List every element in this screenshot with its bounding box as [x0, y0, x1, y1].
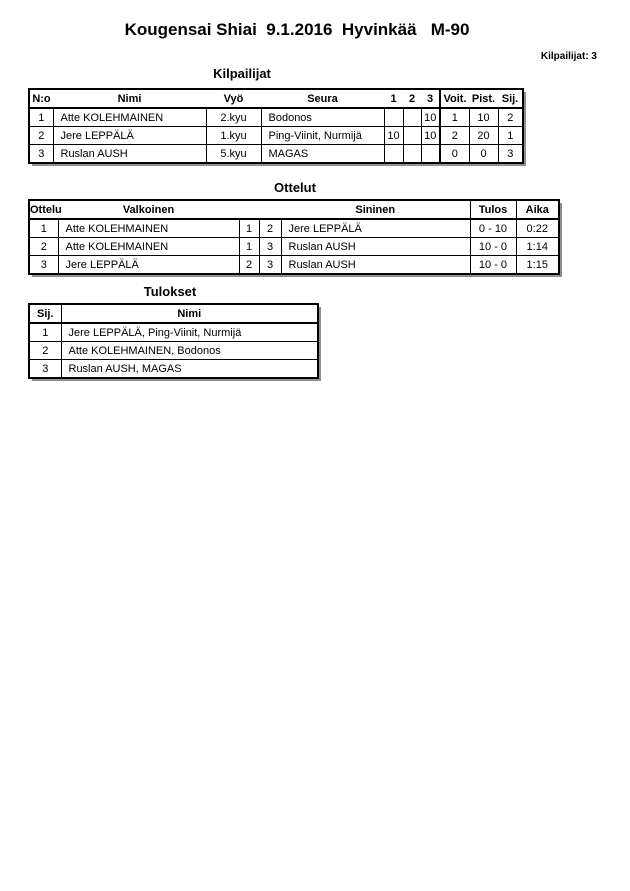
column-header-blue-no [259, 200, 281, 219]
cell-nimi: Atte KOLEHMAINEN, Bodonos [61, 342, 318, 360]
section-heading-tulokset: Tulokset [143, 284, 197, 299]
column-header-no: N:o [29, 89, 53, 108]
cell-aika: 0:22 [516, 219, 559, 238]
column-header-tulos: Tulos [470, 200, 516, 219]
table-row [29, 323, 318, 342]
table-row [29, 238, 559, 256]
cell-nimi: Jere LEPPÄLÄ [53, 127, 206, 145]
participants-count: Kilpailijat: 3 [540, 51, 597, 62]
cell-score-3 [421, 145, 440, 164]
cell-pist: 10 [469, 108, 498, 127]
cell-valkoinen: Jere LEPPÄLÄ [58, 256, 239, 275]
table-row [29, 145, 523, 164]
cell-score-3: 10 [421, 108, 440, 127]
cell-valkoinen: Atte KOLEHMAINEN [58, 238, 239, 256]
cell-seura: Ping-Viinit, Nurmijä [261, 127, 384, 145]
cell-white-no: 1 [239, 238, 259, 256]
cell-blue-no: 2 [259, 219, 281, 238]
column-header-sininen: Sininen [281, 200, 470, 219]
cell-nimi: Atte KOLEHMAINEN [53, 108, 206, 127]
column-header-2: 2 [403, 89, 421, 108]
cell-nimi: Ruslan AUSH [53, 145, 206, 164]
column-header-valkoinen: Valkoinen [58, 200, 239, 219]
column-header-sij: Sij. [498, 89, 523, 108]
cell-score-1 [384, 108, 403, 127]
cell-sij: 3 [498, 145, 523, 164]
column-header-nimi: Nimi [53, 89, 206, 108]
cell-sij: 2 [498, 108, 523, 127]
column-header-voit: Voit. [440, 89, 469, 108]
section-heading-ottelut: Ottelut [274, 180, 316, 195]
cell-score-1: 10 [384, 127, 403, 145]
cell-aika: 1:15 [516, 256, 559, 275]
competitors-table [28, 88, 524, 164]
cell-sininen: Ruslan AUSH [281, 238, 470, 256]
cell-seura: MAGAS [261, 145, 384, 164]
cell-score-2 [403, 127, 421, 145]
cell-vyo: 5.kyu [206, 145, 261, 164]
cell-match-no: 1 [29, 219, 58, 238]
cell-tulos: 10 - 0 [470, 238, 516, 256]
cell-nimi: Jere LEPPÄLÄ, Ping-Viinit, Nurmijä [61, 323, 318, 342]
table-header-row [29, 304, 318, 323]
column-header-aika: Aika [516, 200, 559, 219]
table-row [29, 219, 559, 238]
column-header-white-no [239, 200, 259, 219]
cell-vyo: 2.kyu [206, 108, 261, 127]
cell-score-2 [403, 145, 421, 164]
results-table [28, 303, 319, 379]
cell-sij: 2 [29, 342, 61, 360]
column-header-1: 1 [384, 89, 403, 108]
cell-sininen: Jere LEPPÄLÄ [281, 219, 470, 238]
table-row [29, 127, 523, 145]
table-row [29, 256, 559, 275]
table-header-row [29, 200, 559, 219]
cell-blue-no: 3 [259, 256, 281, 275]
column-header-seura: Seura [261, 89, 384, 108]
cell-nimi: Ruslan AUSH, MAGAS [61, 360, 318, 379]
cell-voit: 2 [440, 127, 469, 145]
page-title: Kougensai Shiai 9.1.2016 Hyvinkää M-90 [124, 20, 470, 39]
table-header-row [29, 89, 523, 108]
cell-vyo: 1.kyu [206, 127, 261, 145]
cell-score-2 [403, 108, 421, 127]
cell-tulos: 10 - 0 [470, 256, 516, 275]
cell-match-no: 3 [29, 256, 58, 275]
column-header-nimi: Nimi [61, 304, 318, 323]
column-header-pist: Pist. [469, 89, 498, 108]
table-row [29, 360, 318, 379]
cell-pist: 0 [469, 145, 498, 164]
matches-table [28, 199, 560, 275]
cell-pist: 20 [469, 127, 498, 145]
column-header-3: 3 [421, 89, 440, 108]
cell-sininen: Ruslan AUSH [281, 256, 470, 275]
cell-tulos: 0 - 10 [470, 219, 516, 238]
cell-white-no: 1 [239, 219, 259, 238]
cell-score-3: 10 [421, 127, 440, 145]
cell-sij: 3 [29, 360, 61, 379]
column-header-ottelu: Ottelu [29, 200, 58, 219]
column-header-sij: Sij. [29, 304, 61, 323]
table-row [29, 342, 318, 360]
cell-aika: 1:14 [516, 238, 559, 256]
cell-no: 3 [29, 145, 53, 164]
cell-white-no: 2 [239, 256, 259, 275]
cell-sij: 1 [29, 323, 61, 342]
cell-sij: 1 [498, 127, 523, 145]
cell-seura: Bodonos [261, 108, 384, 127]
column-header-vyo: Vyö [206, 89, 261, 108]
table-row [29, 108, 523, 127]
cell-voit: 1 [440, 108, 469, 127]
cell-valkoinen: Atte KOLEHMAINEN [58, 219, 239, 238]
cell-match-no: 2 [29, 238, 58, 256]
cell-no: 1 [29, 108, 53, 127]
cell-score-1 [384, 145, 403, 164]
cell-voit: 0 [440, 145, 469, 164]
cell-blue-no: 3 [259, 238, 281, 256]
section-heading-kilpailijat: Kilpailijat [213, 66, 271, 81]
cell-no: 2 [29, 127, 53, 145]
